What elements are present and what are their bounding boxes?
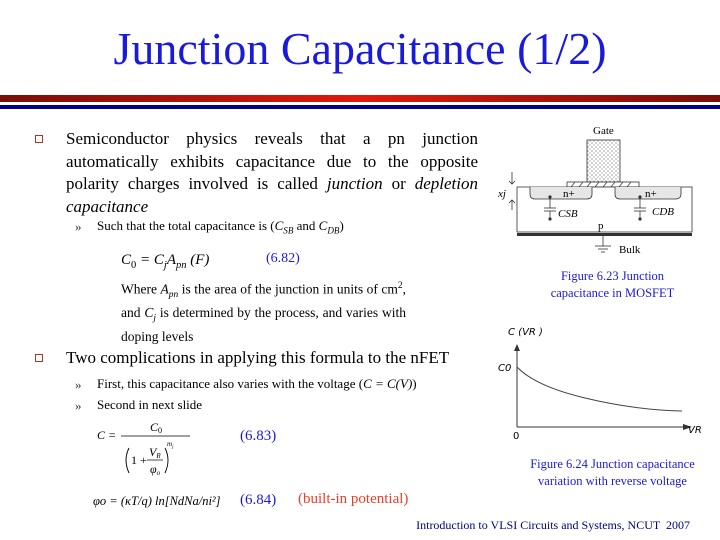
var-c: C (274, 218, 284, 233)
where-text (121, 277, 406, 346)
var-sub-pn: pn (168, 290, 179, 301)
source-region (530, 187, 592, 199)
svg-text:φo: φo (150, 462, 161, 477)
ground-icon (595, 236, 611, 252)
where-t4: is determined by the process, and varies with doping levels (121, 305, 407, 344)
sub-bullet-icon: » (75, 377, 82, 392)
caption-line: capacitance in MOSFET (550, 286, 675, 300)
sub-bullet-2-1 (97, 376, 417, 392)
equation-number-6-82: (6.82) (266, 251, 300, 266)
x-axis-label: VR (688, 425, 702, 436)
svg-text:mj: $m_j$ (167, 440, 174, 450)
gate-label: Gate (593, 125, 614, 137)
sub-bullet-1-1 (97, 218, 344, 236)
bulk-label: Bulk (619, 244, 641, 256)
p-label: p (598, 220, 604, 232)
equation-6-82: $C_0 = C_jA_{pn}$ (F) (121, 252, 210, 271)
var-c: C (318, 218, 328, 233)
var-sub-db: DB (327, 225, 340, 236)
bullet-1-text-a: Semiconductor physics reveals that a pn junction automatically exhibits capacitance due to the opposite polarity charges involved is called (66, 129, 478, 193)
var-a: A (160, 281, 169, 297)
n-plus-label: n+ (563, 188, 575, 200)
c0-label: C0 (498, 363, 512, 374)
sub-text: First, this capacitance also varies with the voltage ( (97, 376, 364, 391)
var-sub-sb: SB (283, 225, 294, 236)
bullet-2-text: Two complications in applying this formula to the nFET (66, 348, 450, 367)
svg-text:VR: VR (149, 445, 161, 460)
svg-text:C0: C0 (150, 420, 163, 435)
footer: Introduction to VLSI Circuits and Systems, NCUT 2007 (416, 518, 690, 532)
bullet-icon (35, 354, 43, 362)
bullet-1-text (66, 128, 478, 218)
sub-bullet-2-2: Second in next slide (97, 397, 203, 412)
where-t2: is the area of the junction in units of cm (178, 281, 398, 297)
sub-text-and: and (293, 218, 319, 233)
built-in-potential-note: (built-in potential) (298, 491, 409, 507)
y-axis-label: C (VR ) (508, 327, 543, 338)
where-t3: , and (121, 281, 406, 321)
caption-line: variation with reverse voltage (538, 474, 687, 488)
bullet-icon (35, 135, 43, 143)
var-c: C (144, 305, 154, 321)
sub-text-close: ) (412, 376, 417, 391)
var-sub-j: j (153, 313, 156, 324)
sup-2: 2 (397, 281, 403, 291)
title-divider-red (0, 95, 720, 102)
equation-6-84: φo = (κT/q) ln[NdNa/ni²] (93, 494, 221, 508)
gate-poly (587, 140, 620, 182)
csb-label: CSB (558, 208, 578, 220)
equation-number-6-84: (6.84) (240, 492, 277, 508)
mosfet-junction-diagram (495, 122, 710, 262)
caption-line: Figure 6.24 Junction capacitance (530, 457, 695, 471)
svg-text:C =: C = (97, 428, 117, 442)
n-plus-label: n+ (645, 188, 657, 200)
sub-bullet-icon: » (75, 398, 82, 413)
xj-label: xj (498, 188, 506, 200)
sub-em: C = C(V) (363, 376, 413, 391)
bullet-1-text-b: or (382, 174, 415, 193)
caption-line: Figure 6.23 Junction (560, 269, 665, 283)
slide-title: Junction Capacitance (1/2) (113, 23, 607, 74)
figure-6-23-caption (520, 268, 705, 302)
equation-number-6-83: (6.83) (240, 428, 277, 444)
bullet-1-em-depletion: depletion capacitance (66, 174, 478, 216)
bullet-1-em-junction: junction (326, 174, 383, 193)
sub-bullet-icon: » (75, 219, 82, 234)
cdb-label: CDB (652, 206, 674, 218)
origin-label: 0 (513, 431, 520, 442)
gate-oxide (567, 182, 639, 187)
svg-text:1 +: 1 + (131, 453, 147, 467)
sub-text-close: ) (339, 218, 344, 233)
equation-6-83 (95, 418, 205, 480)
sub-text: Such that the total capacitance is ( (97, 218, 275, 233)
capacitance-curve (517, 367, 682, 411)
capacitance-voltage-graph (485, 318, 715, 443)
figure-6-24-caption (505, 456, 720, 490)
where-t1: Where (121, 281, 161, 297)
title-divider-blue (0, 105, 720, 109)
bulk-contact (517, 233, 692, 236)
